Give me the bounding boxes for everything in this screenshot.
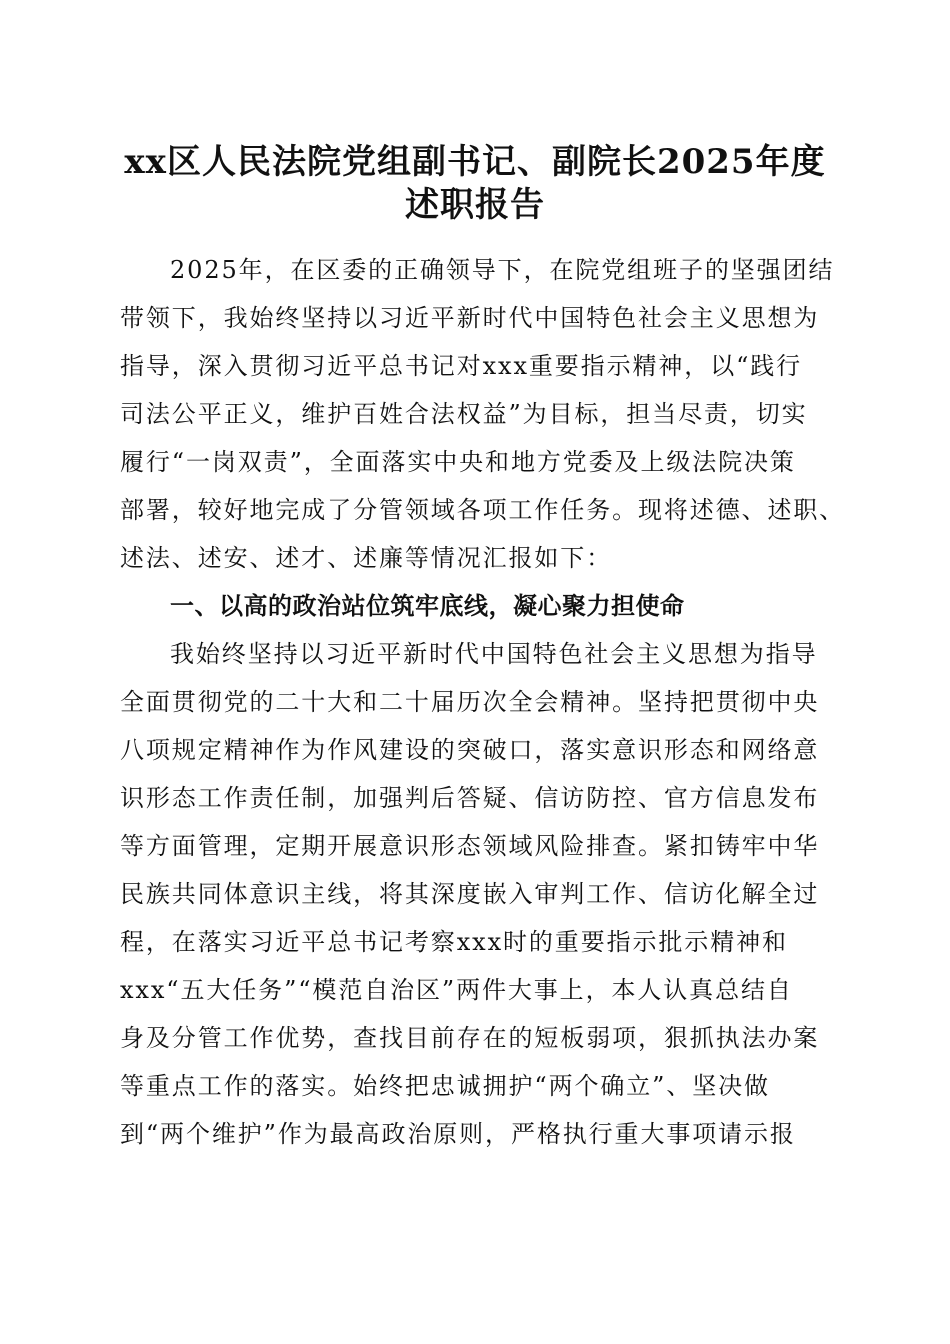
paragraph-1-line: 述法、述安、述才、述廉等情况汇报如下： — [120, 544, 613, 572]
paragraph-2-line: 识形态工作责任制，加强判后答疑、信访防控、官方信息发布 — [120, 784, 820, 812]
section-heading-1: 一、以高的政治站位筑牢底线，凝心聚力担使命 — [170, 592, 685, 620]
paragraph-2-line: 到“两个维护”作为最高政治原则，严格执行重大事项请示报 — [120, 1120, 796, 1148]
paragraph-2-line: 身及分管工作优势，查找目前存在的短板弱项，狠抓执法办案 — [120, 1024, 820, 1052]
paragraph-1-line: 部署，较好地完成了分管领域各项工作任务。现将述德、述职、 — [120, 496, 846, 524]
document-title-line-2: 述职报告 — [405, 185, 545, 225]
paragraph-1-line: 带领下，我始终坚持以习近平新时代中国特色社会主义思想为 — [120, 304, 820, 332]
paragraph-1-line: 指导，深入贯彻习近平总书记对xxx重要指示精神，以“践行 — [120, 352, 803, 380]
paragraph-2-line: 全面贯彻党的二十大和二十届历次全会精神。坚持把贯彻中央 — [120, 688, 820, 716]
paragraph-1-line: 履行“一岗双责”，全面落实中央和地方党委及上级法院决策 — [120, 448, 796, 476]
paragraph-2-line: 等方面管理，定期开展意识形态领域风险排查。紧扣铸牢中华 — [120, 832, 820, 860]
document-title-line-1: xx区人民法院党组副书记、副院长2025年度 — [124, 142, 826, 182]
paragraph-2-line: 民族共同体意识主线，将其深度嵌入审判工作、信访化解全过 — [120, 880, 820, 908]
paragraph-2-line: 等重点工作的落实。始终把忠诚拥护“两个确立”、坚决做 — [120, 1072, 770, 1100]
paragraph-1-line: 司法公平正义，维护百姓合法权益”为目标，担当尽责，切实 — [120, 400, 808, 428]
paragraph-2-line: 我始终坚持以习近平新时代中国特色社会主义思想为指导 — [170, 640, 818, 668]
paragraph-1-line: 2025年，在区委的正确领导下，在院党组班子的坚强团结 — [170, 256, 835, 284]
paragraph-2-line: 程，在落实习近平总书记考察xxx时的重要指示批示精神和 — [120, 928, 788, 956]
paragraph-2-line: 八项规定精神作为作风建设的突破口，落实意识形态和网络意 — [120, 736, 820, 764]
paragraph-2-line: xxx“五大任务”“模范自治区”两件大事上，本人认真总结自 — [120, 976, 793, 1004]
